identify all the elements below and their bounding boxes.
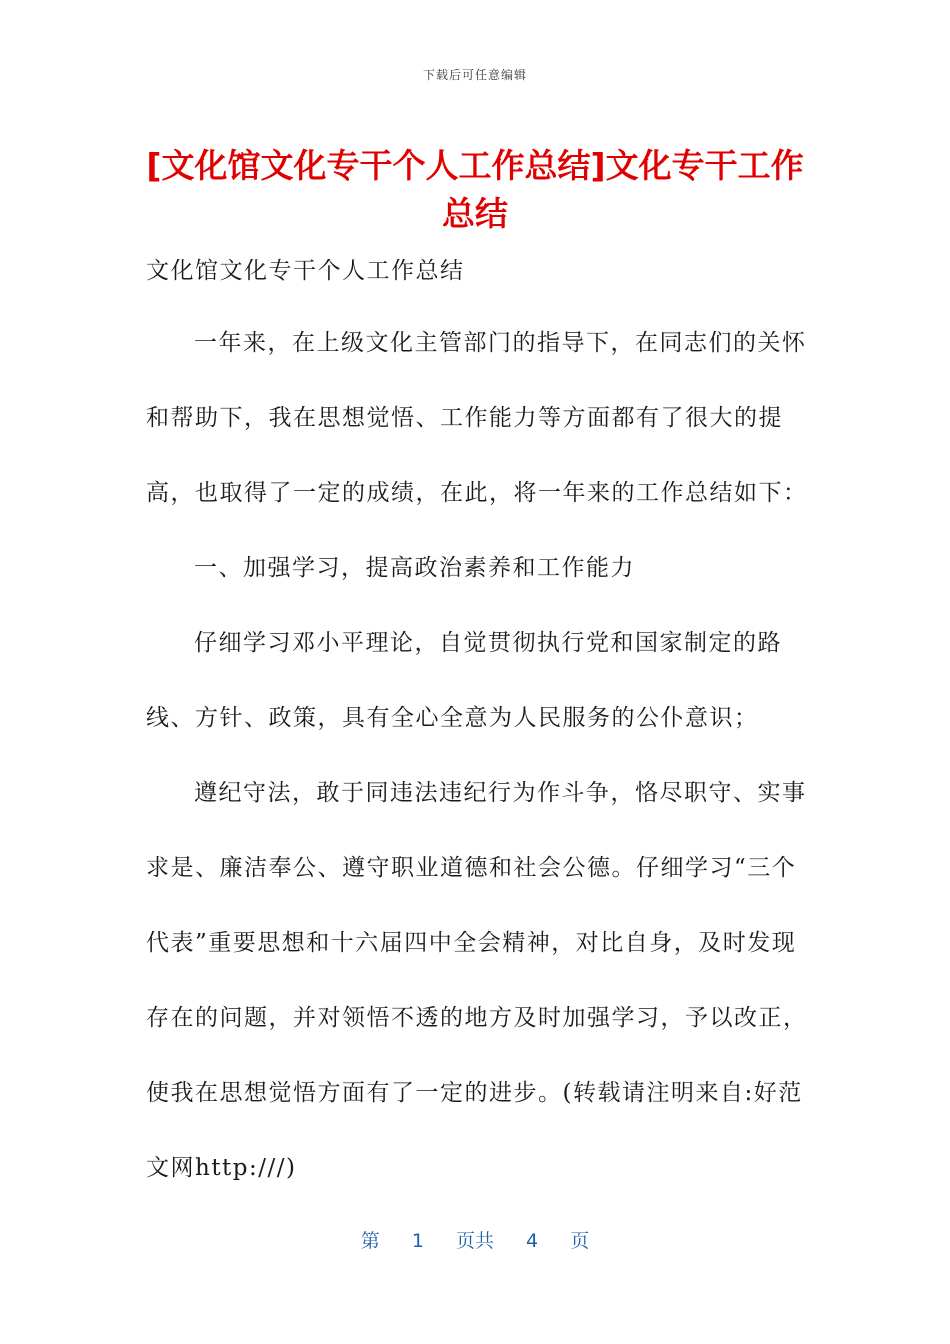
document-title: [文化馆文化专干个人工作总结]文化专干工作总结 — [146, 146, 804, 233]
footer-page-number: 1 — [411, 1230, 424, 1252]
paragraph-discipline: 遵纪守法，敢于同违法违纪行为作斗争，恪尽职守、实事求是、廉洁奉公、遵守职业道德和社会公德。仔细学习“三个代表”重要思想和十六届四中全会精神，对比自身，及时发现存在的问题，并对领悟不透的地方及时加强学习，予以改正，使我在思想觉悟方面有了一定的进步。(转载请注明来自:好范文网http:///) — [146, 780, 808, 1181]
footer-total-pages: 4 — [526, 1230, 539, 1252]
document-body — [146, 306, 811, 1206]
paragraph-study: 仔细学习邓小平理论，自觉贯彻执行党和国家制定的路线、方针、政策，具有全心全意为人民服务的公仆意识； — [146, 630, 782, 731]
footer-prefix: 第 — [360, 1230, 380, 1252]
header-note: 下载后可任意编辑 — [422, 68, 527, 82]
document-subtitle: 文化馆文化专干个人工作总结 — [146, 258, 465, 284]
footer-middle: 页共 — [455, 1230, 494, 1252]
section-heading: 一、加强学习，提高政治素养和工作能力 — [194, 555, 635, 581]
page-footer — [0, 1226, 950, 1253]
paragraph-intro: 一年来，在上级文化主管部门的指导下，在同志们的关怀和帮助下，我在思想觉悟、工作能力等方面都有了很大的提高，也取得了一定的成绩，在此，将一年来的工作总结如下： — [146, 330, 808, 506]
footer-suffix: 页 — [570, 1230, 590, 1252]
